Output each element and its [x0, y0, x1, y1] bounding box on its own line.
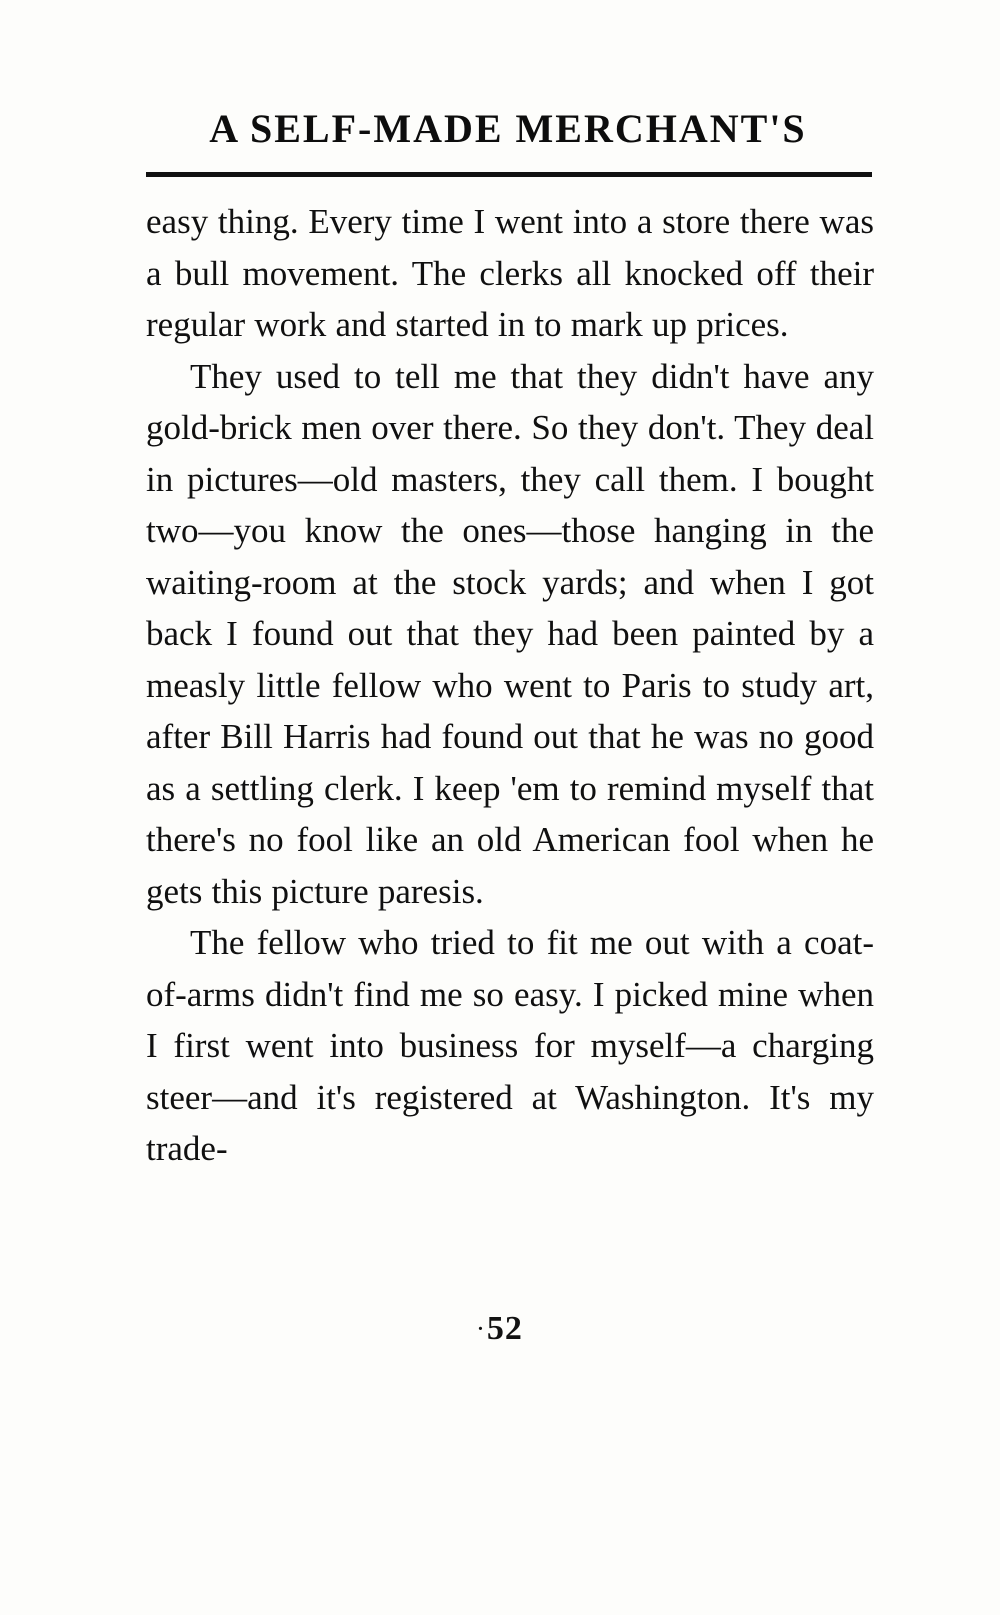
folio-mark: · [477, 1318, 485, 1340]
header-rule [146, 172, 872, 177]
running-head: A SELF-MADE MERCHANT'S [209, 106, 807, 151]
paragraph-2: They used to tell me that they didn't have any gold-brick men over there. So they don't. They deal in pictures—old masters, they call them. I bought two—you know the ones—those hanging in the waiting-room at the stock yards; and when I got back I found out that they had been painted by a measly little fellow who went to Paris to study art, after Bill Harris had found out that he was no good as a settling clerk. I keep 'em to remind myself that there's no fool like an old American fool when he gets this picture paresis. [146, 356, 874, 911]
page-number: 52 [486, 1310, 523, 1347]
page-number-block [0, 1310, 1000, 1348]
paragraph-1: easy thing. Every time I went into a store there was a bull movement. The clerks all knocked off their regular work and started in to mark up prices. [146, 202, 874, 344]
body-text [146, 196, 874, 1175]
paragraph-3: The fellow who tried to fit me out with a coat-of-arms didn't find me so easy. I picked mine when I first went into business for myself—a charging steer—and it's registered at Washington. It's my trade- [146, 923, 874, 1168]
